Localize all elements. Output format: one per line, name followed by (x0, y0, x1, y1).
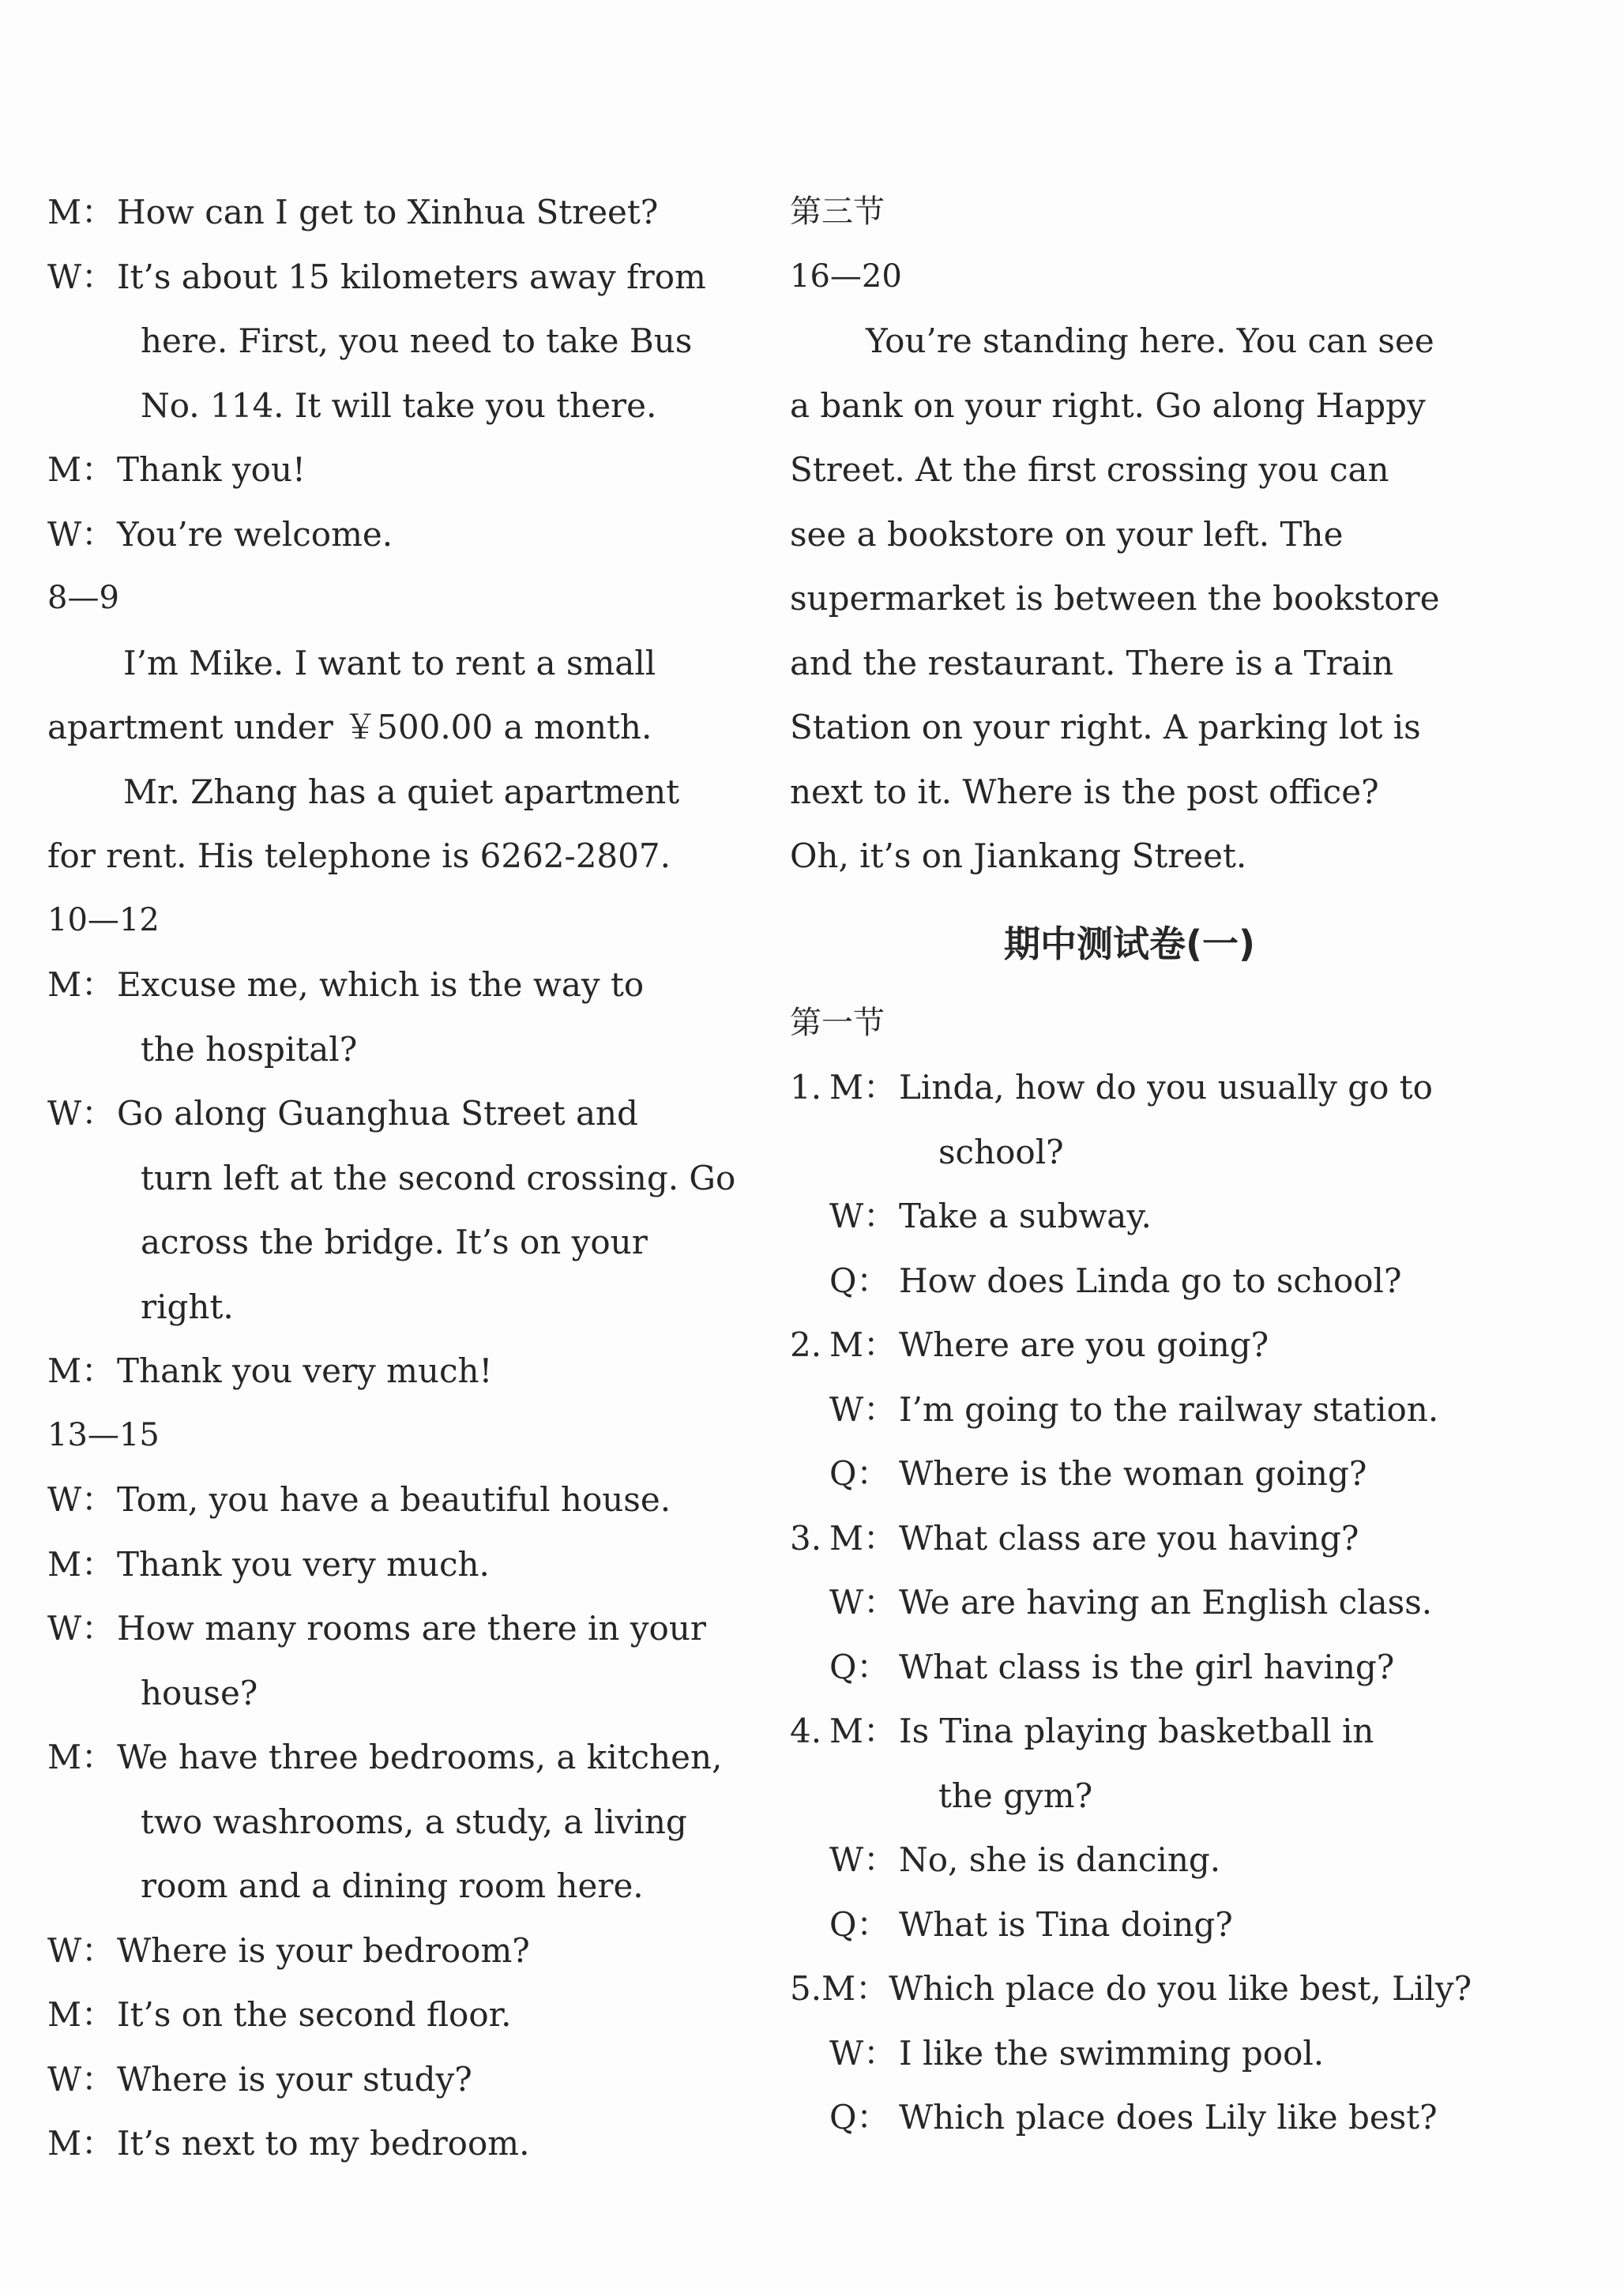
paragraph-line: Mr. Zhang has a quiet apartment (123, 772, 680, 811)
speaker-label: M： (829, 1712, 897, 1750)
question-range: 16—20 (790, 257, 902, 295)
paragraph-line: Station on your right. A parking lot is (790, 708, 1421, 746)
paragraph-line: Oh, it’s on Jiankang Street. (790, 836, 1247, 875)
question-text-line (790, 1441, 1469, 1506)
section-heading: 第三节 (790, 194, 885, 230)
speaker-label: M： (47, 1738, 115, 1776)
dialogue-text: It’s on the second floor. (117, 1995, 512, 2034)
speaker-label: Q： (829, 1904, 890, 1944)
speaker-label: W： (829, 1583, 897, 1622)
left-column (47, 180, 736, 2176)
speaker-label: M： (47, 193, 115, 231)
question-range: 8—9 (47, 580, 119, 616)
dialogue-line (47, 1919, 727, 1983)
dialogue-line (47, 180, 727, 245)
paragraph-line: see a bookstore on your left. The (790, 514, 1344, 554)
question-text: Which place does Lily like best? (899, 2098, 1438, 2137)
dialogue-line (47, 2111, 727, 2176)
dialogue-line (47, 1468, 727, 1532)
speaker-label: M： (47, 450, 115, 489)
question-text: How does Linda go to school? (899, 1261, 1402, 1300)
paragraph-line: for rent. His telephone is 6262-2807. (47, 836, 671, 875)
question-number: 5. (790, 1969, 822, 2008)
dialogue-line (790, 2021, 1469, 2086)
question-line (790, 1506, 1469, 1571)
dialogue-text: We have three bedrooms, a kitchen, (117, 1738, 723, 1776)
dialogue-line (790, 1570, 1469, 1635)
question-line (790, 1313, 1469, 1378)
dialogue-continuation: right. (141, 1287, 234, 1326)
dialogue-text: Thank you! (117, 450, 306, 489)
paragraph-line: Street. At the first crossing you can (790, 450, 1389, 489)
speaker-label: Q： (829, 1261, 890, 1300)
dialogue-text: We are having an English class. (899, 1583, 1433, 1622)
dialogue-text: You’re welcome. (117, 514, 393, 554)
dialogue-text: It’s about 15 kilometers away from (117, 257, 706, 296)
test-title: 期中测试卷(一) (1003, 922, 1256, 965)
speaker-label: Q： (829, 1647, 890, 1686)
dialogue-line (47, 1081, 727, 1146)
question-text: What is Tina doing? (899, 1904, 1233, 1944)
dialogue-line (47, 1339, 727, 1404)
question-number: 1. (790, 1068, 822, 1107)
speaker-label: W： (47, 1094, 115, 1133)
dialogue-line (47, 1532, 727, 1597)
dialogue-text: No, she is dancing. (899, 1840, 1221, 1879)
dialogue-text: I’m going to the railway station. (899, 1389, 1439, 1429)
dialogue-line (47, 502, 727, 567)
dialogue-continuation: house? (141, 1673, 258, 1712)
dialogue-text: Which place do you like best, Lily? (889, 1969, 1472, 2008)
dialogue-line (47, 1983, 727, 2047)
question-text-line (790, 1249, 1469, 1314)
paragraph-line: You’re standing here. You can see (866, 321, 1434, 360)
question-line (790, 1055, 1469, 1120)
speaker-label: M： (47, 1544, 115, 1584)
speaker-label: M： (829, 1068, 897, 1107)
dialogue-line (47, 953, 727, 1017)
question-line (790, 1956, 1472, 2021)
section-heading: 第一节 (790, 1004, 885, 1041)
dialogue-text: Where are you going? (899, 1325, 1269, 1364)
paragraph-line: next to it. Where is the post office? (790, 772, 1379, 811)
dialogue-text: How can I get to Xinhua Street? (117, 193, 659, 231)
paragraph-line: apartment under ￥500.00 a month. (47, 708, 652, 746)
question-line (790, 1699, 1469, 1764)
speaker-label: M： (47, 1351, 115, 1390)
speaker-label: Q： (829, 1454, 890, 1493)
question-number: 4. (790, 1712, 822, 1750)
speaker-label: W： (829, 1197, 897, 1235)
speaker-label: W： (47, 1930, 115, 1970)
speaker-label: Q： (829, 2098, 890, 2137)
question-range: 13—15 (47, 1416, 160, 1453)
dialogue-text: What class are you having? (899, 1518, 1359, 1558)
dialogue-text: Where is your bedroom? (117, 1930, 530, 1970)
dialogue-continuation: room and a dining room here. (141, 1866, 644, 1905)
speaker-label: W： (829, 2033, 897, 2073)
dialogue-continuation: school? (938, 1132, 1064, 1171)
speaker-label: M： (47, 1995, 115, 2034)
question-text-line (790, 1635, 1469, 1700)
dialogue-continuation: here. First, you need to take Bus (141, 321, 693, 360)
speaker-label: W： (47, 514, 115, 554)
dialogue-text: How many rooms are there in your (117, 1609, 706, 1648)
speaker-label: M： (821, 1969, 889, 2008)
speaker-label: W： (829, 1840, 897, 1879)
question-text: What class is the girl having? (899, 1647, 1395, 1686)
speaker-label: W： (47, 1609, 115, 1648)
dialogue-line (790, 1184, 1469, 1249)
dialogue-line (47, 1596, 727, 1661)
dialogue-text: Thank you very much! (117, 1351, 493, 1390)
dialogue-continuation: the gym? (938, 1776, 1093, 1815)
dialogue-text: Take a subway. (899, 1197, 1152, 1235)
dialogue-line (47, 245, 727, 310)
speaker-label: M： (829, 1518, 897, 1558)
speaker-label: M： (47, 965, 115, 1004)
paragraph-line: a bank on your right. Go along Happy (790, 385, 1426, 425)
paragraph-line: I’m Mike. I want to rent a small (123, 643, 656, 682)
dialogue-continuation: No. 114. It will take you there. (141, 385, 657, 425)
question-range: 10—12 (47, 901, 160, 938)
paragraph-line: and the restaurant. There is a Train (790, 643, 1394, 682)
paragraph-line: supermarket is between the bookstore (790, 579, 1440, 618)
dialogue-text: Tom, you have a beautiful house. (117, 1480, 671, 1519)
question-text: Where is the woman going? (899, 1454, 1367, 1493)
speaker-label: W： (47, 1480, 115, 1519)
dialogue-text: Linda, how do you usually go to (899, 1068, 1433, 1107)
question-number: 2. (790, 1325, 822, 1364)
dialogue-text: Excuse me, which is the way to (117, 965, 645, 1004)
dialogue-continuation: two washrooms, a study, a living (141, 1802, 687, 1841)
dialogue-text: Thank you very much. (117, 1544, 490, 1584)
speaker-label: M： (829, 1325, 897, 1364)
dialogue-continuation: turn left at the second crossing. Go (141, 1158, 736, 1197)
dialogue-text: It’s next to my bedroom. (117, 2124, 530, 2163)
dialogue-line (47, 2047, 727, 2112)
dialogue-continuation: across the bridge. It’s on your (141, 1223, 648, 1261)
right-column (790, 180, 1472, 2150)
question-text-line (790, 2085, 1469, 2150)
speaker-label: W： (829, 1389, 897, 1429)
dialogue-text: Where is your study? (117, 2059, 472, 2099)
dialogue-text: Is Tina playing basketball in (899, 1712, 1374, 1750)
dialogue-text: I like the swimming pool. (899, 2033, 1325, 2073)
dialogue-line (47, 438, 727, 502)
dialogue-line (47, 1725, 727, 1790)
dialogue-text: Go along Guanghua Street and (117, 1094, 638, 1133)
speaker-label: W： (47, 2059, 115, 2099)
question-number: 3. (790, 1518, 822, 1558)
speaker-label: W： (47, 257, 115, 296)
dialogue-line (790, 1378, 1469, 1442)
dialogue-line (790, 1828, 1469, 1892)
question-text-line (790, 1892, 1469, 1957)
dialogue-continuation: the hospital? (141, 1029, 358, 1069)
speaker-label: M： (47, 2124, 115, 2163)
